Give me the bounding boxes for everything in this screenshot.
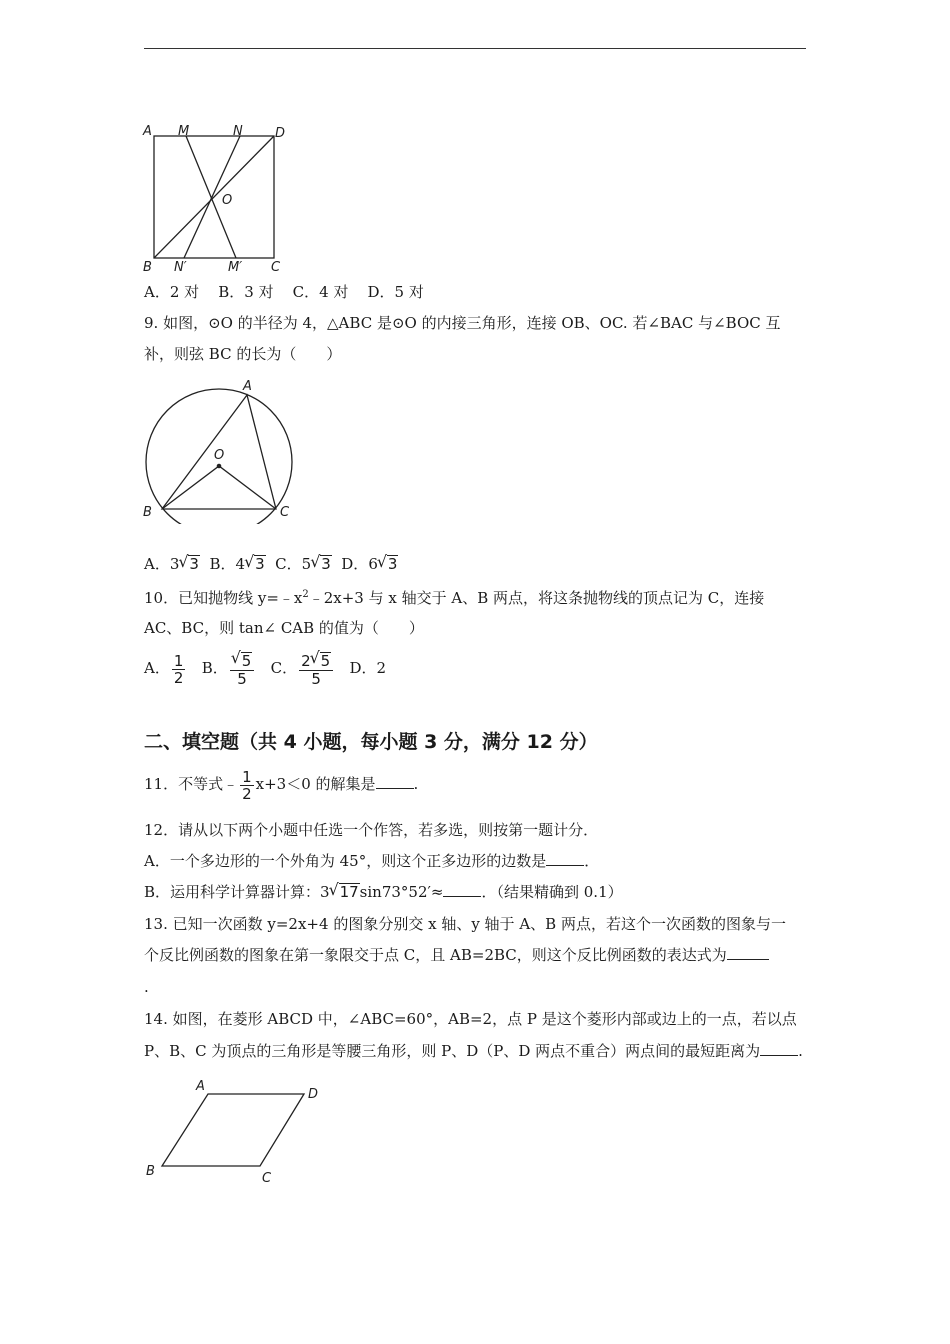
q9-label-a: A xyxy=(243,379,252,394)
q9-text-line2: 补，则弦 BC 的长为（ ） xyxy=(144,345,342,363)
q14-label-d: D xyxy=(308,1087,319,1102)
q13-line3: . xyxy=(144,978,149,996)
q12-line-b: B．运用科学计算器计算：3√ 17sin73°52′≈ ．（结果精确到 0.1） xyxy=(144,881,623,903)
q14-line2: P、B、C 为顶点的三角形是等腰三角形，则 P、D（P、D 两点不重合）两点间的最短距离为 . xyxy=(144,1042,803,1060)
q8-label-d: D xyxy=(275,126,286,141)
section-2-title: 二、填空题（共 4 小题，每小题 3 分，满分 12 分） xyxy=(144,731,598,753)
q9-option-c: C．5√ 3 xyxy=(275,555,332,573)
q8-label-a: A xyxy=(143,124,152,139)
q8-label-c: C xyxy=(271,260,281,274)
q9-text-line1: 9. 如图，⊙O 的半径为 4，△ABC 是⊙O 的内接三角形，连接 OB、OC. 若∠BAC 与∠BOC 互 xyxy=(144,314,781,332)
q9-option-b: B．4√ 3 xyxy=(209,555,265,573)
q13-answer-blank xyxy=(727,945,769,960)
q12-line1: 12．请从以下两个小题中任选一个作答，若多选，则按第一题计分． xyxy=(144,821,599,839)
q13-line2: 个反比例函数的图象在第一象限交于点 C，且 AB=2BC，则这个反比例函数的表达式为 xyxy=(144,944,769,966)
q12a-answer-blank xyxy=(546,851,584,866)
q14-label-c: C xyxy=(262,1171,272,1186)
q14-figure xyxy=(140,1078,330,1188)
q12-line-a: A．一个多边形的一个外角为 45°，则这个正多边形的边数是 ． xyxy=(144,852,600,870)
q9-radii-ob-oc xyxy=(162,466,276,509)
q8-option-d: D．5 对 xyxy=(367,283,424,301)
q10-option-c: C． $\frac{2√ 5}{5}$ xyxy=(271,659,336,677)
q9-option-d: D．6√ 3 xyxy=(341,555,398,573)
q12b-answer-blank xyxy=(443,882,481,897)
q8-label-n: N xyxy=(233,124,243,139)
q8-diagonal-bd xyxy=(154,136,274,258)
q8-option-c: C．4 对 xyxy=(292,283,349,301)
q14-line1: 14. 如图，在菱形 ABCD 中，∠ABC=60°，AB=2，点 P 是这个菱形内部或边上的一点，若以点 xyxy=(144,1010,797,1028)
q14-rhombus-abcd xyxy=(162,1094,304,1166)
q14-answer-blank xyxy=(760,1041,798,1056)
q9-label-c: C xyxy=(280,505,290,520)
q8-label-m: M xyxy=(178,124,190,139)
q9-options xyxy=(144,553,398,575)
q11-text: 11．不等式﹣ $\frac{1}{2}$ x+3＜0 的解集是 . xyxy=(144,767,419,803)
q9-figure xyxy=(140,378,300,524)
q8-options xyxy=(144,281,424,303)
q10-text-line1: 10．已知抛物线 $y=﹣x^2﹣2x+3$ 与 x 轴交于 A、B 两点，将这条抛物线的顶点记为 C，连接 xyxy=(144,589,765,607)
q10-options xyxy=(144,648,386,688)
q8-label-n-prime: N′ xyxy=(174,260,187,274)
q10-option-b: B． √ $\frac{5}{5}$ xyxy=(202,659,257,677)
q11-answer-blank xyxy=(376,774,414,789)
q9-option-a: A．3√ 3 xyxy=(144,555,200,573)
q8-label-o: O xyxy=(222,193,233,208)
q9-label-b: B xyxy=(143,505,152,520)
q13-line1: 13. 已知一次函数 y=2x+4 的图象分别交 x 轴、y 轴于 A、B 两点，若这个一次函数的图象与一 xyxy=(144,915,786,933)
q8-label-m-prime: M′ xyxy=(228,260,243,274)
header-rule xyxy=(144,48,806,49)
q9-label-o: O xyxy=(214,448,225,463)
q8-label-b: B xyxy=(143,260,152,274)
q14-label-a: A xyxy=(196,1079,205,1094)
q8-option-b: B．3 对 xyxy=(218,283,274,301)
q14-label-b: B xyxy=(146,1164,155,1179)
q10-option-d: D．2 xyxy=(349,659,387,677)
q10-option-a: A． $\frac{1}{2}$ xyxy=(144,651,184,687)
q8-option-a: A．2 对 xyxy=(144,283,200,301)
q9-center-dot xyxy=(217,464,222,469)
q10-text-line2: AC、BC，则 tan∠ CAB 的值为（ ） xyxy=(144,619,424,637)
q8-figure xyxy=(140,122,290,274)
